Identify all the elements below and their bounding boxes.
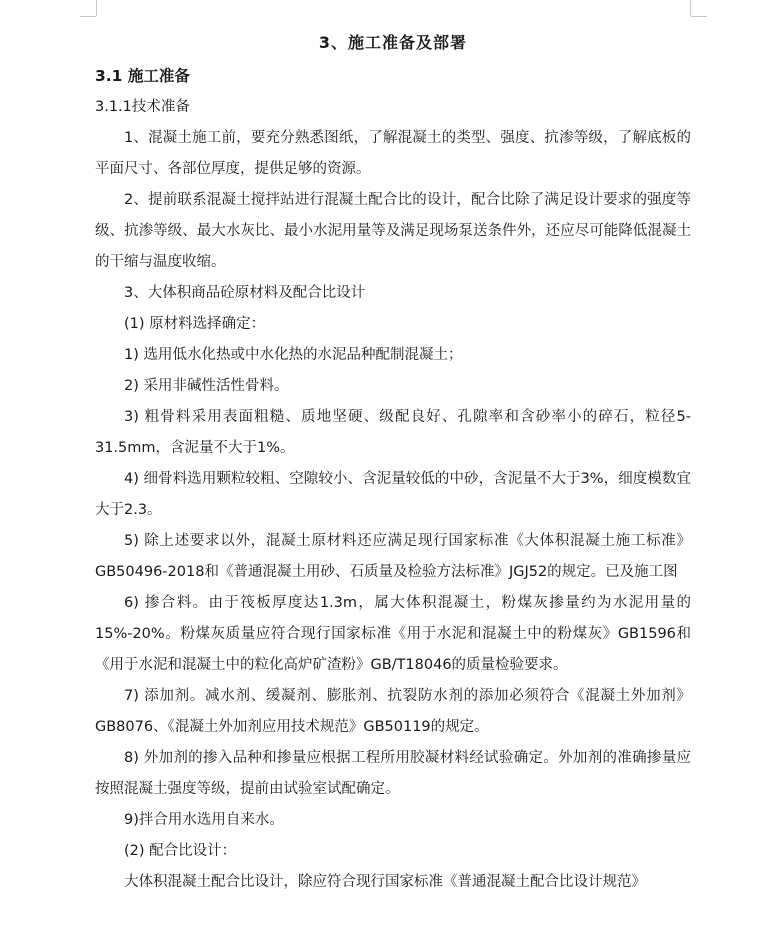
crop-mark-top-left: [96, 0, 97, 16]
section-heading: 3.1 施工准备: [95, 67, 190, 85]
last-paragraph: 大体积混凝土配合比设计，除应符合现行国家标准《普通混凝土配合比设计规范》: [124, 874, 646, 890]
list-item-2: 2) 采用非碱性活性骨料。: [124, 378, 289, 394]
list-item-7: 7) 添加剂。减水剂、缓凝剂、膨胀剂、抗裂防水剂的添加必须符合《混凝土外加剂》GB8076、《混凝土外加剂应用技术规范》GB50119的规定。: [95, 688, 691, 735]
list-item-9: 9)拌合用水选用自来水。: [124, 812, 284, 828]
item-3-heading: 3、大体积商品砼原材料及配合比设计: [124, 285, 366, 301]
document-title: 3、施工准备及部署: [318, 33, 468, 52]
document-body: [95, 28, 691, 898]
list-item-1: 1) 选用低水化热或中水化热的水泥品种配制混凝土；: [124, 347, 463, 363]
list-item-3: 3) 粗骨料采用表面粗糙、质地坚硬、级配良好、孔隙率和含砂率小的碎石，粒径5-31.5mm，含泥量不大于1%。: [95, 409, 691, 456]
list-item-4: 4) 细骨料选用颗粒较粗、空隙较小、含泥量较低的中砂，含泥量不大于3%，细度模数宜大于2.3。: [95, 471, 691, 518]
mix-design-heading: (2) 配合比设计：: [124, 843, 237, 859]
crop-mark-top-right: [690, 0, 691, 16]
paragraph-1: 1、混凝土施工前，要充分熟悉图纸，了解混凝土的类型、强度、抗渗等级，了解底板的平面尺寸、各部位厚度，提供足够的资源。: [95, 130, 691, 177]
list-item-8: 8) 外加剂的掺入品种和掺量应根据工程所用胶凝材料经试验确定。外加剂的准确掺量应按照混凝土强度等级，提前由试验室试配确定。: [95, 750, 691, 797]
list-item-5: 5) 除上述要求以外，混凝土原材料还应满足现行国家标准《大体积混凝土施工标准》GB50496-2018和《普通混凝土用砂、石质量及检验方法标准》JGJ52的规定。已及施工图: [95, 533, 691, 580]
subsection-heading: 3.1.1技术准备: [95, 99, 190, 115]
list-item-6: 6) 掺合料。由于筏板厚度达1.3m，属大体积混凝土，粉煤灰掺量约为水泥用量的15%-20%。粉煤灰质量应符合现行国家标准《用于水泥和混凝土中的粉煤灰》GB1596和《用于水泥和混凝土中的粒化高炉矿渣粉》GB/T18046的质量检验要求。: [95, 595, 691, 673]
paragraph-2: 2、提前联系混凝土搅拌站进行混凝土配合比的设计，配合比除了满足设计要求的强度等级、抗渗等级、最大水灰比、最小水泥用量等及满足现场泵送条件外，还应尽可能降低混凝土的干缩与温度收缩。: [95, 192, 691, 270]
crop-mark-top-right-horizontal: [691, 16, 707, 17]
crop-mark-top-left-horizontal: [80, 16, 96, 17]
raw-material-heading: (1) 原材料选择确定：: [124, 316, 266, 332]
